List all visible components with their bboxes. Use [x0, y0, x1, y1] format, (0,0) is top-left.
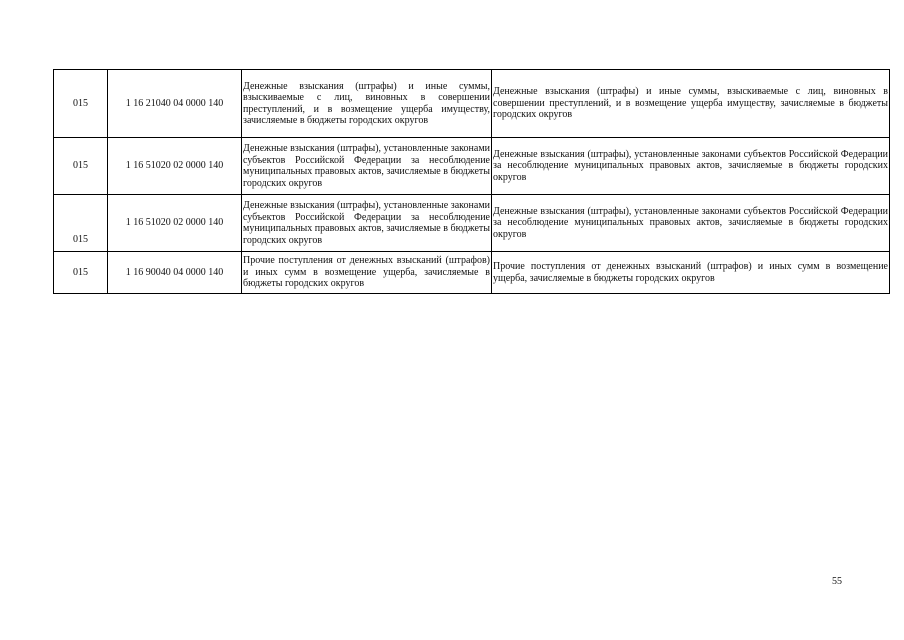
admin-code-cell: 015 — [54, 70, 108, 138]
admin-code-cell: 015 — [54, 138, 108, 195]
revenue-name-new-cell: Денежные взыскания (штрафы), установленные законами субъектов Российской Федерации за несоблюдение муниципальных правовых актов, зачисляемые в бюджеты городских округов — [492, 195, 890, 252]
kbk-code-cell: 1 16 51020 02 0000 140 — [108, 138, 242, 195]
table-row — [54, 138, 890, 195]
revenue-name-old-cell: Денежные взыскания (штрафы) и иные суммы, взыскиваемые с лиц, виновных в совершении преступлений, и в возмещение ущерба имуществу, зачисляемые в бюджеты городских округов — [242, 70, 492, 138]
revenue-name-old-cell: Денежные взыскания (штрафы), установленные законами субъектов Российской Федерации за несоблюдение муниципальных правовых актов, зачисляемые в бюджеты городских округов — [242, 195, 492, 252]
admin-code-cell: 015 — [54, 252, 108, 294]
kbk-code-cell: 1 16 90040 04 0000 140 — [108, 252, 242, 294]
table-row — [54, 195, 890, 252]
budget-codes-table — [53, 69, 890, 294]
table-row — [54, 252, 890, 294]
revenue-name-new-cell: Прочие поступления от денежных взысканий (штрафов) и иных сумм в возмещение ущерба, зачисляемые в бюджеты городских округов — [492, 252, 890, 294]
page-number: 55 — [832, 576, 842, 587]
revenue-name-new-cell: Денежные взыскания (штрафы) и иные суммы, взыскиваемые с лиц, виновных в совершении преступлений, и в возмещение ущерба имуществу, зачисляемые в бюджеты городских округов — [492, 70, 890, 138]
admin-code-cell: 015 — [54, 195, 108, 252]
revenue-name-new-cell: Денежные взыскания (штрафы), установленные законами субъектов Российской Федерации за несоблюдение муниципальных правовых актов, зачисляемые в бюджеты городских округов — [492, 138, 890, 195]
kbk-code-cell: 1 16 21040 04 0000 140 — [108, 70, 242, 138]
revenue-name-old-cell: Денежные взыскания (штрафы), установленные законами субъектов Российской Федерации за несоблюдение муниципальных правовых актов, зачисляемые в бюджеты городских округов — [242, 138, 492, 195]
kbk-code-cell: 1 16 51020 02 0000 140 — [108, 195, 242, 252]
table-row — [54, 70, 890, 138]
revenue-name-old-cell: Прочие поступления от денежных взысканий (штрафов) и иных сумм в возмещение ущерба, зачисляемые в бюджеты городских округов — [242, 252, 492, 294]
